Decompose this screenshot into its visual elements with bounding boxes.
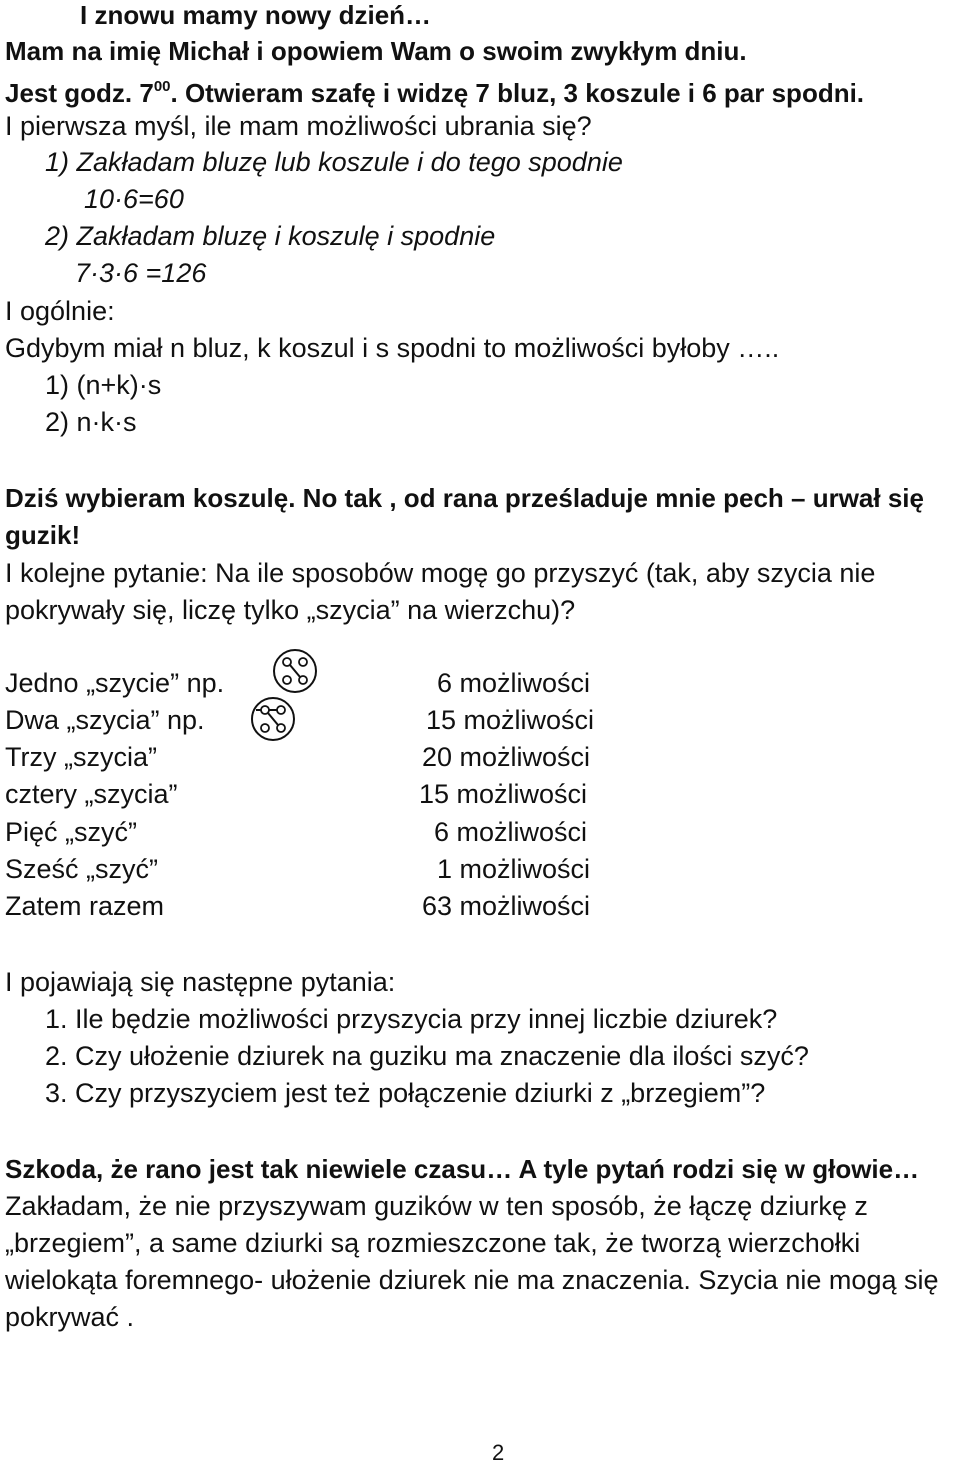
closing-heading: Szkoda, że rano jest tak niewiele czasu… A tyle pytań rodzi się w głowie…: [5, 1154, 920, 1184]
button-two-stitches-icon: [250, 696, 296, 742]
closing-line: wielokąta foremnego- ułożenie dziurek nie ma znaczenia. Szycia nie mogą się: [5, 1265, 939, 1295]
time-text: Jest godz. 7: [5, 78, 154, 108]
stitch-count: 20 możliwości: [422, 742, 591, 772]
button-heading: guzik!: [5, 520, 81, 550]
closing-line: Zakładam, że nie przyszywam guzików w ten sposób, że łączę dziurkę z: [5, 1191, 868, 1221]
stitch-count: 6 możliwości: [437, 668, 591, 698]
question-item: 2. Czy ułożenie dziurek na guziku ma znaczenie dla ilości szyć?: [45, 1041, 809, 1071]
general-formula: 2) n·k·s: [45, 407, 137, 437]
stitch-count: 15 możliwości: [426, 705, 595, 735]
stitch-label: Dwa „szycia” np.: [5, 705, 205, 735]
stitch-count: 15 możliwości: [419, 779, 588, 809]
stitch-label: Trzy „szycia”: [5, 742, 157, 772]
stitch-count: 1 możliwości: [437, 854, 591, 884]
question-item: 3. Czy przyszyciem jest też połączenie dziurki z „brzegiem”?: [45, 1078, 766, 1108]
stitch-label: Pięć „szyć”: [5, 817, 138, 847]
button-heading: Dziś wybieram koszulę. No tak , od rana prześladuje mnie pech – urwał się: [5, 483, 924, 513]
button-question: pokrywały się, liczę tylko „szycia” na wierzchu)?: [5, 595, 576, 625]
stitch-label: Zatem razem: [5, 891, 165, 921]
closing-line: pokrywać .: [5, 1302, 135, 1332]
stitch-count: 6 możliwości: [434, 817, 588, 847]
stitch-count: 63 możliwości: [422, 891, 591, 921]
questions-heading: I pojawiają się następne pytania:: [5, 967, 396, 997]
question-item: 1. Ile będzie możliwości przyszycia przy innej liczbie dziurek?: [45, 1004, 778, 1034]
intro-title: I znowu mamy nowy dzień…: [80, 0, 432, 30]
intro-line: I pierwsza myśl, ile mam możliwości ubrania się?: [5, 111, 592, 141]
button-one-stitch-icon: [272, 648, 318, 694]
case-label: 2) Zakładam bluzę i koszulę i spodnie: [45, 221, 496, 251]
stitch-label: cztery „szycia”: [5, 779, 178, 809]
general-heading: I ogólnie:: [5, 296, 115, 326]
intro-line: [5, 70, 864, 110]
page-number: 2: [492, 1440, 505, 1465]
button-question: I kolejne pytanie: Na ile sposobów mogę go przyszyć (tak, aby szycia nie: [5, 558, 876, 588]
case-label: 1) Zakładam bluzę lub koszule i do tego spodnie: [45, 147, 623, 177]
case-calc: 10·6=60: [84, 184, 184, 214]
wardrobe-text: . Otwieram szafę i widzę 7 bluz, 3 koszule i 6 par spodni.: [170, 78, 865, 108]
time-superscript: 00: [153, 78, 171, 95]
stitch-label: Sześć „szyć”: [5, 854, 159, 884]
intro-line: Mam na imię Michał i opowiem Wam o swoim zwykłym dniu.: [5, 36, 747, 66]
case-calc: 7·3·6 =126: [75, 258, 207, 288]
closing-line: „brzegiem”, a same dziurki są rozmieszczone tak, że tworzą wierzchołki: [5, 1228, 861, 1258]
general-text: Gdybym miał n bluz, k koszul i s spodni to możliwości byłoby …..: [5, 333, 780, 363]
general-formula: 1) (n+k)·s: [45, 370, 162, 400]
stitch-label: Jedno „szycie” np.: [5, 668, 225, 698]
